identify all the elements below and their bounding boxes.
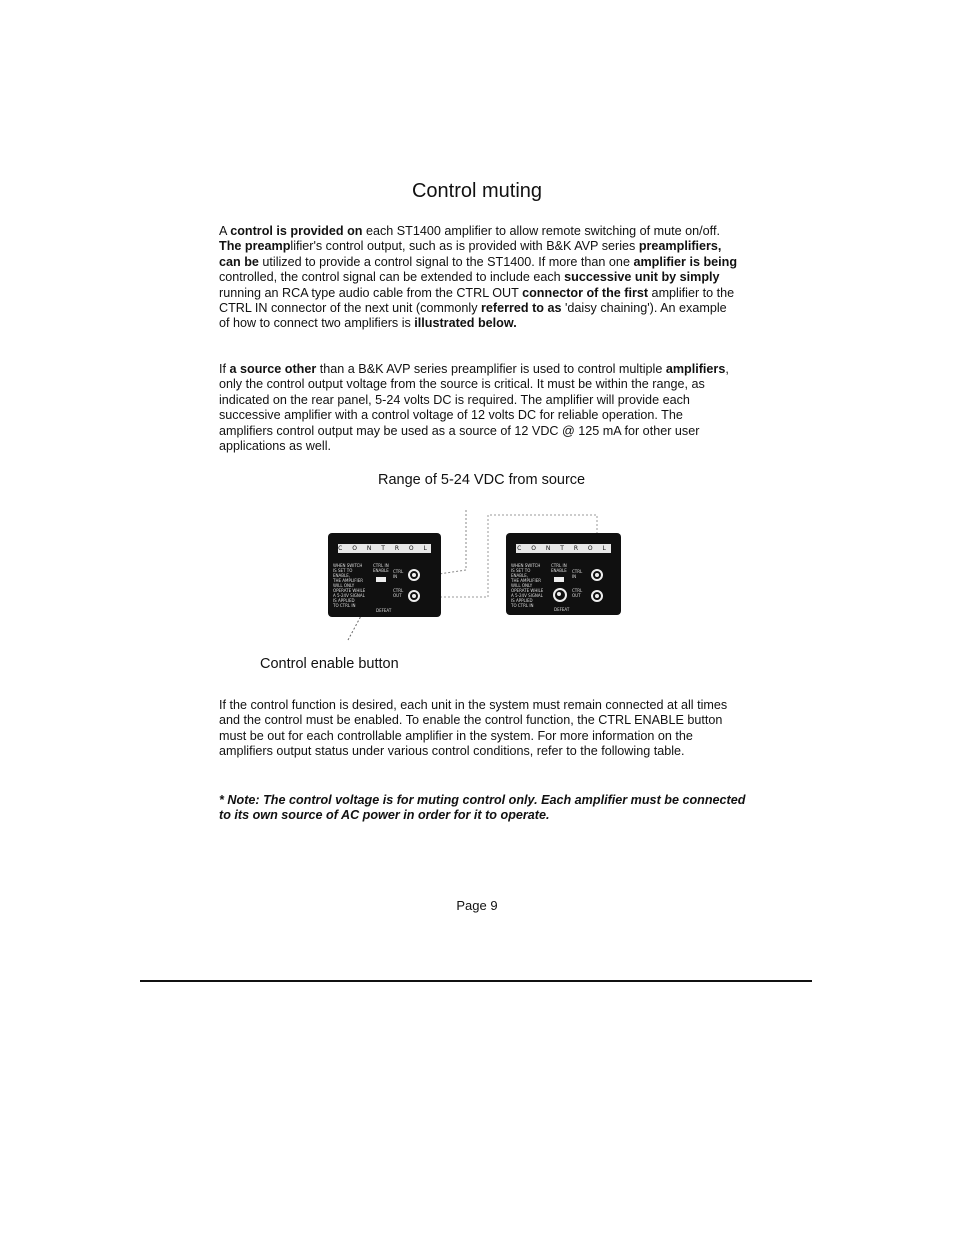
text-run: control is provided on: [230, 224, 363, 238]
text-run: each ST1400 amplifier to allow remote switching of mute on/off.: [362, 224, 720, 238]
text-run: amplifier is being: [633, 254, 738, 269]
ctrl-out-label: CTRL OUT: [393, 588, 404, 598]
range-caption: Range of 5-24 VDC from source: [378, 472, 586, 488]
panel-instructions: WHEN SWITCH IS SET TO ENABLE, THE AMPLIFIER WILL ONLY OPERATE WHILE A 5-24V SIGNAL IS APPLIED TO CTRL IN: [333, 563, 366, 608]
power-note: * Note: The control voltage is for muting control only. Each amplifier must be connected to its own source of AC power in order for it to operate.: [219, 793, 746, 823]
page-title: Control muting: [411, 180, 543, 202]
text-run: If the control function is desired, each unit in the system must remain connected at all times and the control must be enabled. To enable the control function, the CTRL ENABLE button must be out for each controllable amplifier in the system. For more information on the amplifiers output status under various control conditions, refer to the following table.: [219, 698, 728, 759]
text-run: , only the control output voltage from the source is critical. It must be within the range, as indicated on the rear panel, 5-24 volts DC is required. The amplifier will provide each successive amplifier with a control voltage of 12 volts DC for reliable operation. The amplifiers control output may be used as a source of 12 VDC @ 125 mA for other user applications as well.: [219, 362, 729, 454]
ctrl-enable-button: [554, 577, 564, 582]
enable-paragraph: [219, 698, 739, 760]
text-run: connector of the first: [522, 285, 649, 300]
panel-enable-label: CTRL IN ENABLE: [373, 563, 389, 573]
ctrl-in-label: CTRL IN: [393, 569, 404, 579]
panel-label: C O N T R O L: [517, 545, 610, 552]
defeat-label: DEFEAT: [376, 608, 392, 613]
ctrl-in-label: CTRL IN: [572, 569, 583, 579]
ctrl-out-label: CTRL OUT: [572, 588, 583, 598]
ctrl-out-jack: [591, 590, 603, 602]
amplifier-panel-left: [328, 533, 441, 617]
text-run: If: [219, 362, 230, 376]
panel-label: C O N T R O L: [338, 545, 431, 552]
text-run: successive unit by simply: [564, 270, 720, 285]
text-run: running an RCA type audio cable from the CTRL OUT: [219, 285, 523, 300]
text-run: A: [219, 224, 231, 238]
enable-caption: Control enable button: [260, 656, 399, 672]
panel-instructions: WHEN SWITCH IS SET TO ENABLE, THE AMPLIFIER WILL ONLY OPERATE WHILE A 5-24V SIGNAL IS APPLIED TO CTRL IN: [511, 563, 544, 608]
text-run: than a B&K AVP series preamplifier is used to control multiple: [316, 362, 666, 376]
text-run: controlled, the control signal can be extended to include each: [219, 270, 565, 285]
text-run: a source other: [229, 362, 317, 376]
text-run: utilized to provide a control signal to the ST1400. If more than one: [258, 254, 634, 269]
text-run: amplifier to the CTRL IN connector of the next unit (commonly: [219, 285, 735, 316]
text-run: The preamp: [219, 239, 291, 254]
defeat-label: DEFEAT: [554, 607, 570, 612]
page-number: Page 9: [456, 898, 498, 913]
ctrl-in-jack: [408, 569, 420, 581]
text-run: lifier's control output, such as is provided with B&K AVP series: [290, 239, 639, 254]
amplifier-panel-right: [506, 533, 621, 615]
text-run: illustrated below.: [414, 316, 517, 331]
text-run: referred to as: [481, 301, 562, 316]
ctrl-in-jack: [591, 569, 603, 581]
text-run: preamplifiers, can be: [219, 239, 722, 269]
text-run: 'daisy chaining'). An example of how to connect two amplifiers is: [219, 301, 727, 331]
ctrl-enable-button: [376, 577, 386, 582]
text-run: amplifiers: [665, 362, 726, 376]
footer-rule: [140, 980, 812, 982]
ctrl-enable-circle: [553, 588, 567, 602]
ctrl-out-jack: [408, 590, 420, 602]
panel-enable-label: CTRL IN ENABLE: [551, 563, 567, 573]
